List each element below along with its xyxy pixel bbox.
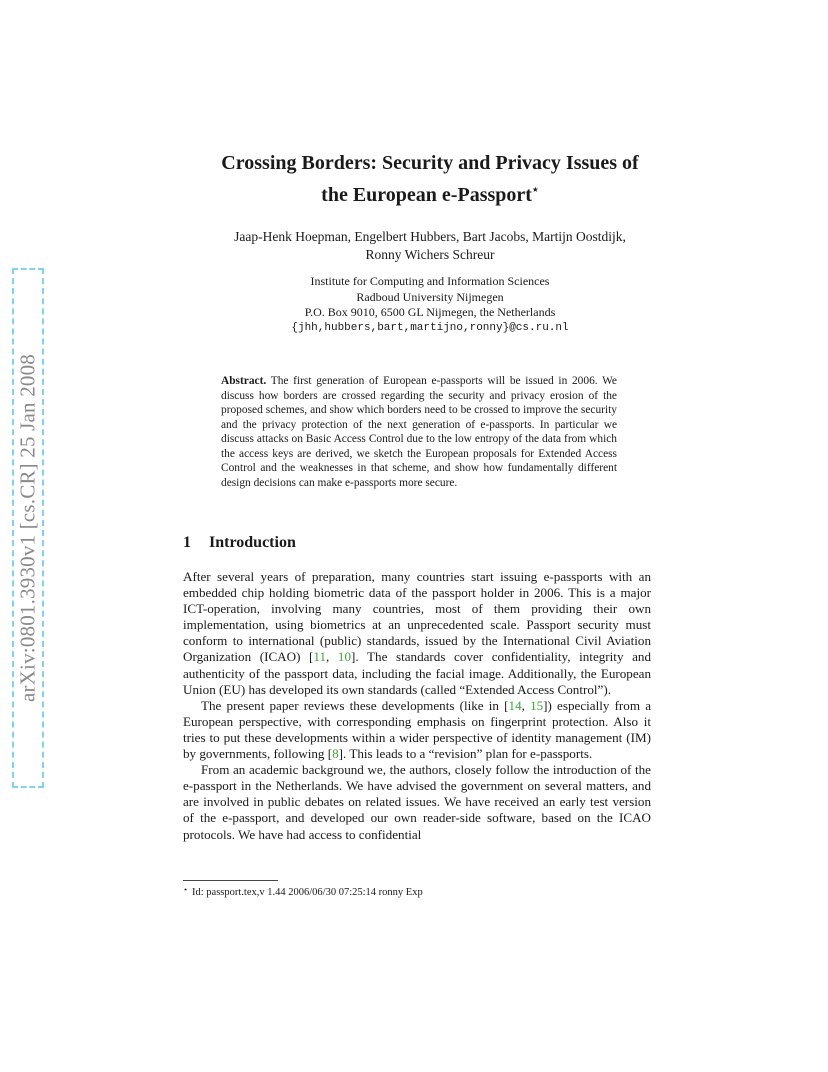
footnote-mark: ⋆ bbox=[183, 885, 189, 894]
citation-separator: , bbox=[521, 697, 531, 713]
paragraph-3: From an academic background we, the authors, closely follow the introduction of the e-passport in the Netherlands. We have advised the government on several matters, and are involved in public debates on related issues. We have received an early test version of the e-passport, and developed our own reader-side software, based on the ICAO protocols. We have had access to confidential bbox=[183, 762, 651, 842]
paragraph-1 bbox=[183, 569, 651, 698]
authors-line-1: Jaap-Henk Hoepman, Engelbert Hubbers, Bart Jacobs, Martijn Oostdijk, bbox=[234, 229, 626, 244]
section-number: 1 bbox=[183, 534, 191, 551]
paragraph-2-text-c: ]. This leads to a “revision” plan for e-passports. bbox=[338, 746, 593, 762]
title-line-1: Crossing Borders: Security and Privacy Issues of bbox=[221, 152, 639, 174]
title-footnote-mark: ⋆ bbox=[531, 184, 539, 196]
title-line-2 bbox=[150, 177, 710, 209]
abstract-text: The first generation of European e-passports will be issued in 2006. We discuss how borders are crossed regarding the security and privacy erosion of the proposed schemes, and show which borders need to be crossed to improve the security and the privacy protection of the next generation of e-passports. In particular we discuss attacks on Basic Access Control due to the low entropy of the data from which the access keys are derived, we sketch the European proposals for Extended Access Control and the weaknesses in that scheme, and show how fundamentally different design decisions can make e-passports more secure. bbox=[221, 375, 617, 489]
affiliation-institute: Institute for Computing and Information Sciences bbox=[310, 274, 550, 288]
title-line-2-text: the European e-Passport bbox=[321, 184, 532, 206]
citation-link[interactable]: 11 bbox=[313, 649, 327, 665]
arxiv-identifier: arXiv:0801.3930v1 [cs.CR] 25 Jan 2008 bbox=[15, 353, 40, 703]
citation-link[interactable]: 10 bbox=[337, 649, 352, 665]
footnote-text: Id: passport.tex,v 1.44 2006/06/30 07:25:14 ronny Exp bbox=[192, 887, 423, 898]
affiliation bbox=[150, 274, 710, 336]
paragraph-2-text-b: ]) especially from a European perspective, with corresponding emphasis on fingerprint protection. Also it tries to put these developments within a wider perspective of identity management (IM) by governments, following [ bbox=[183, 697, 652, 762]
paragraph-2-text-a: The present paper reviews these developments (like in [ bbox=[201, 697, 509, 713]
footnote-divider bbox=[183, 880, 278, 881]
authors-line-2: Ronny Wichers Schreur bbox=[365, 247, 495, 262]
affiliation-university: Radboud University Nijmegen bbox=[356, 289, 504, 304]
author-list bbox=[150, 228, 710, 264]
abstract-label: Abstract. bbox=[221, 375, 267, 387]
introduction-body bbox=[183, 569, 651, 843]
section-heading bbox=[183, 534, 296, 552]
citation-separator: , bbox=[326, 649, 338, 665]
paragraph-1-text-a: After several years of preparation, many countries start issuing e-passports with an embedded chip holding biometric data of the passport holder in 2006. This is a major ICT-operation, involving many countries, most of them providing their own implementation, using biometrics at an unprecedented scale. Passport security must conform to international (public) standards, issued by the International Civil Aviation Organization (ICAO) [ bbox=[183, 569, 651, 665]
citation-link[interactable]: 8 bbox=[332, 746, 339, 762]
paper-title bbox=[150, 150, 710, 209]
citation-link[interactable]: 15 bbox=[530, 697, 544, 713]
footnote bbox=[183, 885, 423, 898]
citation-link[interactable]: 14 bbox=[508, 697, 522, 713]
affiliation-email: {jhh,hubbers,bart,martijno,ronny}@cs.ru.nl bbox=[291, 321, 569, 334]
arxiv-stamp bbox=[12, 268, 44, 788]
paragraph-2 bbox=[183, 698, 651, 762]
abstract bbox=[221, 374, 617, 490]
section-title: Introduction bbox=[209, 534, 296, 551]
paragraph-1-text-b: ]. The standards cover confidentiality, integrity and authenticity of the passport data, including the facial image. Additionally, the European Union (EU) has developed its own standards (called “Extended Access Control”). bbox=[183, 649, 651, 697]
affiliation-address: P.O. Box 9010, 6500 GL Nijmegen, the Netherlands bbox=[304, 305, 556, 319]
